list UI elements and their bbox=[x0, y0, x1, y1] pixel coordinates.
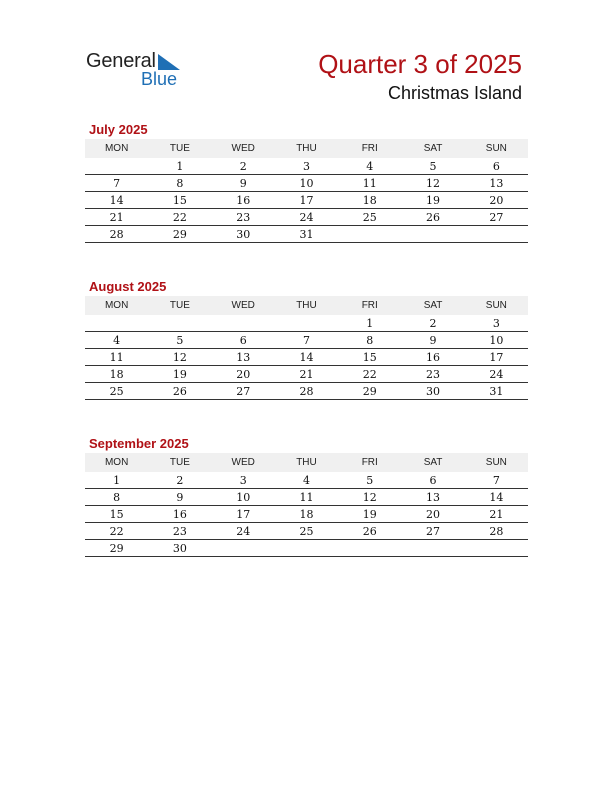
weekday-header: MON bbox=[85, 139, 148, 158]
day-cell: 24 bbox=[465, 366, 528, 383]
weekday-header: THU bbox=[275, 453, 338, 472]
day-cell: 29 bbox=[338, 383, 401, 400]
day-cell bbox=[465, 540, 528, 557]
weekday-header: SUN bbox=[465, 453, 528, 472]
day-cell: 10 bbox=[212, 489, 275, 506]
day-cell: 23 bbox=[401, 366, 464, 383]
day-cell: 30 bbox=[401, 383, 464, 400]
weekday-header: THU bbox=[275, 296, 338, 315]
weekday-header: TUE bbox=[148, 139, 211, 158]
day-cell: 22 bbox=[338, 366, 401, 383]
day-cell: 7 bbox=[275, 332, 338, 349]
week-row bbox=[85, 349, 528, 366]
day-cell: 19 bbox=[338, 506, 401, 523]
day-cell: 28 bbox=[275, 383, 338, 400]
weekday-header: TUE bbox=[148, 296, 211, 315]
day-cell: 2 bbox=[401, 315, 464, 332]
day-cell: 6 bbox=[401, 472, 464, 489]
week-row bbox=[85, 226, 528, 243]
day-cell: 24 bbox=[212, 523, 275, 540]
day-cell: 30 bbox=[148, 540, 211, 557]
weekday-header: WED bbox=[212, 453, 275, 472]
day-cell: 16 bbox=[148, 506, 211, 523]
month-title: July 2025 bbox=[89, 122, 148, 137]
weekday-header-row bbox=[85, 453, 528, 472]
day-cell: 7 bbox=[85, 175, 148, 192]
day-cell: 6 bbox=[212, 332, 275, 349]
day-cell: 10 bbox=[465, 332, 528, 349]
day-cell: 27 bbox=[212, 383, 275, 400]
day-cell: 15 bbox=[338, 349, 401, 366]
day-cell: 14 bbox=[275, 349, 338, 366]
day-cell: 22 bbox=[85, 523, 148, 540]
day-cell: 13 bbox=[401, 489, 464, 506]
day-cell: 8 bbox=[85, 489, 148, 506]
month-title: September 2025 bbox=[89, 436, 189, 451]
day-cell: 1 bbox=[148, 158, 211, 175]
day-cell: 2 bbox=[148, 472, 211, 489]
day-cell: 16 bbox=[401, 349, 464, 366]
week-row bbox=[85, 366, 528, 383]
day-cell: 23 bbox=[212, 209, 275, 226]
day-cell: 3 bbox=[275, 158, 338, 175]
day-cell: 16 bbox=[212, 192, 275, 209]
day-cell: 19 bbox=[401, 192, 464, 209]
day-cell: 10 bbox=[275, 175, 338, 192]
day-cell: 5 bbox=[401, 158, 464, 175]
day-cell: 12 bbox=[401, 175, 464, 192]
day-cell: 18 bbox=[338, 192, 401, 209]
weekday-header: FRI bbox=[338, 453, 401, 472]
page-title: Quarter 3 of 2025 bbox=[318, 49, 522, 79]
day-cell: 18 bbox=[275, 506, 338, 523]
weekday-header-row bbox=[85, 296, 528, 315]
day-cell: 21 bbox=[465, 506, 528, 523]
month-table bbox=[85, 453, 528, 557]
weekday-header: MON bbox=[85, 453, 148, 472]
day-cell: 30 bbox=[212, 226, 275, 243]
day-cell: 5 bbox=[148, 332, 211, 349]
day-cell: 23 bbox=[148, 523, 211, 540]
day-cell: 8 bbox=[338, 332, 401, 349]
week-row bbox=[85, 209, 528, 226]
weekday-header: MON bbox=[85, 296, 148, 315]
day-cell: 27 bbox=[401, 523, 464, 540]
day-cell: 29 bbox=[148, 226, 211, 243]
day-cell bbox=[275, 315, 338, 332]
day-cell: 14 bbox=[85, 192, 148, 209]
week-row bbox=[85, 315, 528, 332]
day-cell: 3 bbox=[212, 472, 275, 489]
day-cell: 1 bbox=[338, 315, 401, 332]
day-cell: 2 bbox=[212, 158, 275, 175]
day-cell: 11 bbox=[85, 349, 148, 366]
weekday-header: THU bbox=[275, 139, 338, 158]
day-cell: 14 bbox=[465, 489, 528, 506]
month-july bbox=[85, 121, 528, 243]
month-table bbox=[85, 139, 528, 243]
logo-triangle-icon bbox=[158, 54, 180, 70]
day-cell: 19 bbox=[148, 366, 211, 383]
day-cell bbox=[465, 226, 528, 243]
day-cell: 17 bbox=[275, 192, 338, 209]
day-cell: 31 bbox=[465, 383, 528, 400]
month-table bbox=[85, 296, 528, 400]
day-cell: 15 bbox=[85, 506, 148, 523]
day-cell: 3 bbox=[465, 315, 528, 332]
page-subtitle: Christmas Island bbox=[387, 83, 522, 103]
day-cell: 24 bbox=[275, 209, 338, 226]
week-row bbox=[85, 383, 528, 400]
week-row bbox=[85, 472, 528, 489]
day-cell bbox=[338, 540, 401, 557]
week-row bbox=[85, 523, 528, 540]
day-cell bbox=[338, 226, 401, 243]
weekday-header: WED bbox=[212, 296, 275, 315]
day-cell bbox=[85, 158, 148, 175]
day-cell: 4 bbox=[275, 472, 338, 489]
weekday-header: TUE bbox=[148, 453, 211, 472]
day-cell: 25 bbox=[275, 523, 338, 540]
day-cell bbox=[85, 315, 148, 332]
month-september bbox=[85, 435, 528, 557]
logo-blue-text: Blue bbox=[141, 69, 178, 89]
weekday-header: WED bbox=[212, 139, 275, 158]
day-cell: 17 bbox=[212, 506, 275, 523]
day-cell: 25 bbox=[85, 383, 148, 400]
week-row bbox=[85, 540, 528, 557]
day-cell: 11 bbox=[338, 175, 401, 192]
day-cell: 4 bbox=[85, 332, 148, 349]
week-row bbox=[85, 332, 528, 349]
weekday-header: SAT bbox=[401, 139, 464, 158]
day-cell: 4 bbox=[338, 158, 401, 175]
day-cell: 8 bbox=[148, 175, 211, 192]
day-cell: 7 bbox=[465, 472, 528, 489]
day-cell bbox=[275, 540, 338, 557]
logo-general-text: General bbox=[86, 50, 156, 72]
month-august bbox=[85, 278, 528, 400]
week-row bbox=[85, 175, 528, 192]
week-row bbox=[85, 158, 528, 175]
day-cell: 20 bbox=[465, 192, 528, 209]
day-cell bbox=[401, 540, 464, 557]
day-cell: 26 bbox=[148, 383, 211, 400]
day-cell: 1 bbox=[85, 472, 148, 489]
day-cell: 31 bbox=[275, 226, 338, 243]
week-row bbox=[85, 192, 528, 209]
day-cell: 20 bbox=[212, 366, 275, 383]
week-row bbox=[85, 506, 528, 523]
day-cell: 9 bbox=[212, 175, 275, 192]
generalblue-logo bbox=[86, 50, 196, 90]
day-cell: 25 bbox=[338, 209, 401, 226]
day-cell: 9 bbox=[401, 332, 464, 349]
day-cell bbox=[212, 540, 275, 557]
week-row bbox=[85, 489, 528, 506]
day-cell: 11 bbox=[275, 489, 338, 506]
day-cell: 28 bbox=[465, 523, 528, 540]
day-cell: 22 bbox=[148, 209, 211, 226]
weekday-header: SAT bbox=[401, 296, 464, 315]
day-cell: 13 bbox=[212, 349, 275, 366]
day-cell: 29 bbox=[85, 540, 148, 557]
day-cell: 21 bbox=[85, 209, 148, 226]
day-cell bbox=[212, 315, 275, 332]
day-cell: 9 bbox=[148, 489, 211, 506]
weekday-header: SAT bbox=[401, 453, 464, 472]
weekday-header-row bbox=[85, 139, 528, 158]
day-cell: 21 bbox=[275, 366, 338, 383]
day-cell bbox=[148, 315, 211, 332]
day-cell: 28 bbox=[85, 226, 148, 243]
month-title: August 2025 bbox=[89, 279, 167, 294]
day-cell: 13 bbox=[465, 175, 528, 192]
day-cell: 12 bbox=[148, 349, 211, 366]
day-cell: 6 bbox=[465, 158, 528, 175]
day-cell: 20 bbox=[401, 506, 464, 523]
weekday-header: FRI bbox=[338, 139, 401, 158]
day-cell: 15 bbox=[148, 192, 211, 209]
day-cell: 12 bbox=[338, 489, 401, 506]
day-cell: 26 bbox=[338, 523, 401, 540]
weekday-header: SUN bbox=[465, 139, 528, 158]
day-cell: 18 bbox=[85, 366, 148, 383]
day-cell: 27 bbox=[465, 209, 528, 226]
day-cell: 17 bbox=[465, 349, 528, 366]
weekday-header: SUN bbox=[465, 296, 528, 315]
weekday-header: FRI bbox=[338, 296, 401, 315]
day-cell: 5 bbox=[338, 472, 401, 489]
day-cell bbox=[401, 226, 464, 243]
day-cell: 26 bbox=[401, 209, 464, 226]
